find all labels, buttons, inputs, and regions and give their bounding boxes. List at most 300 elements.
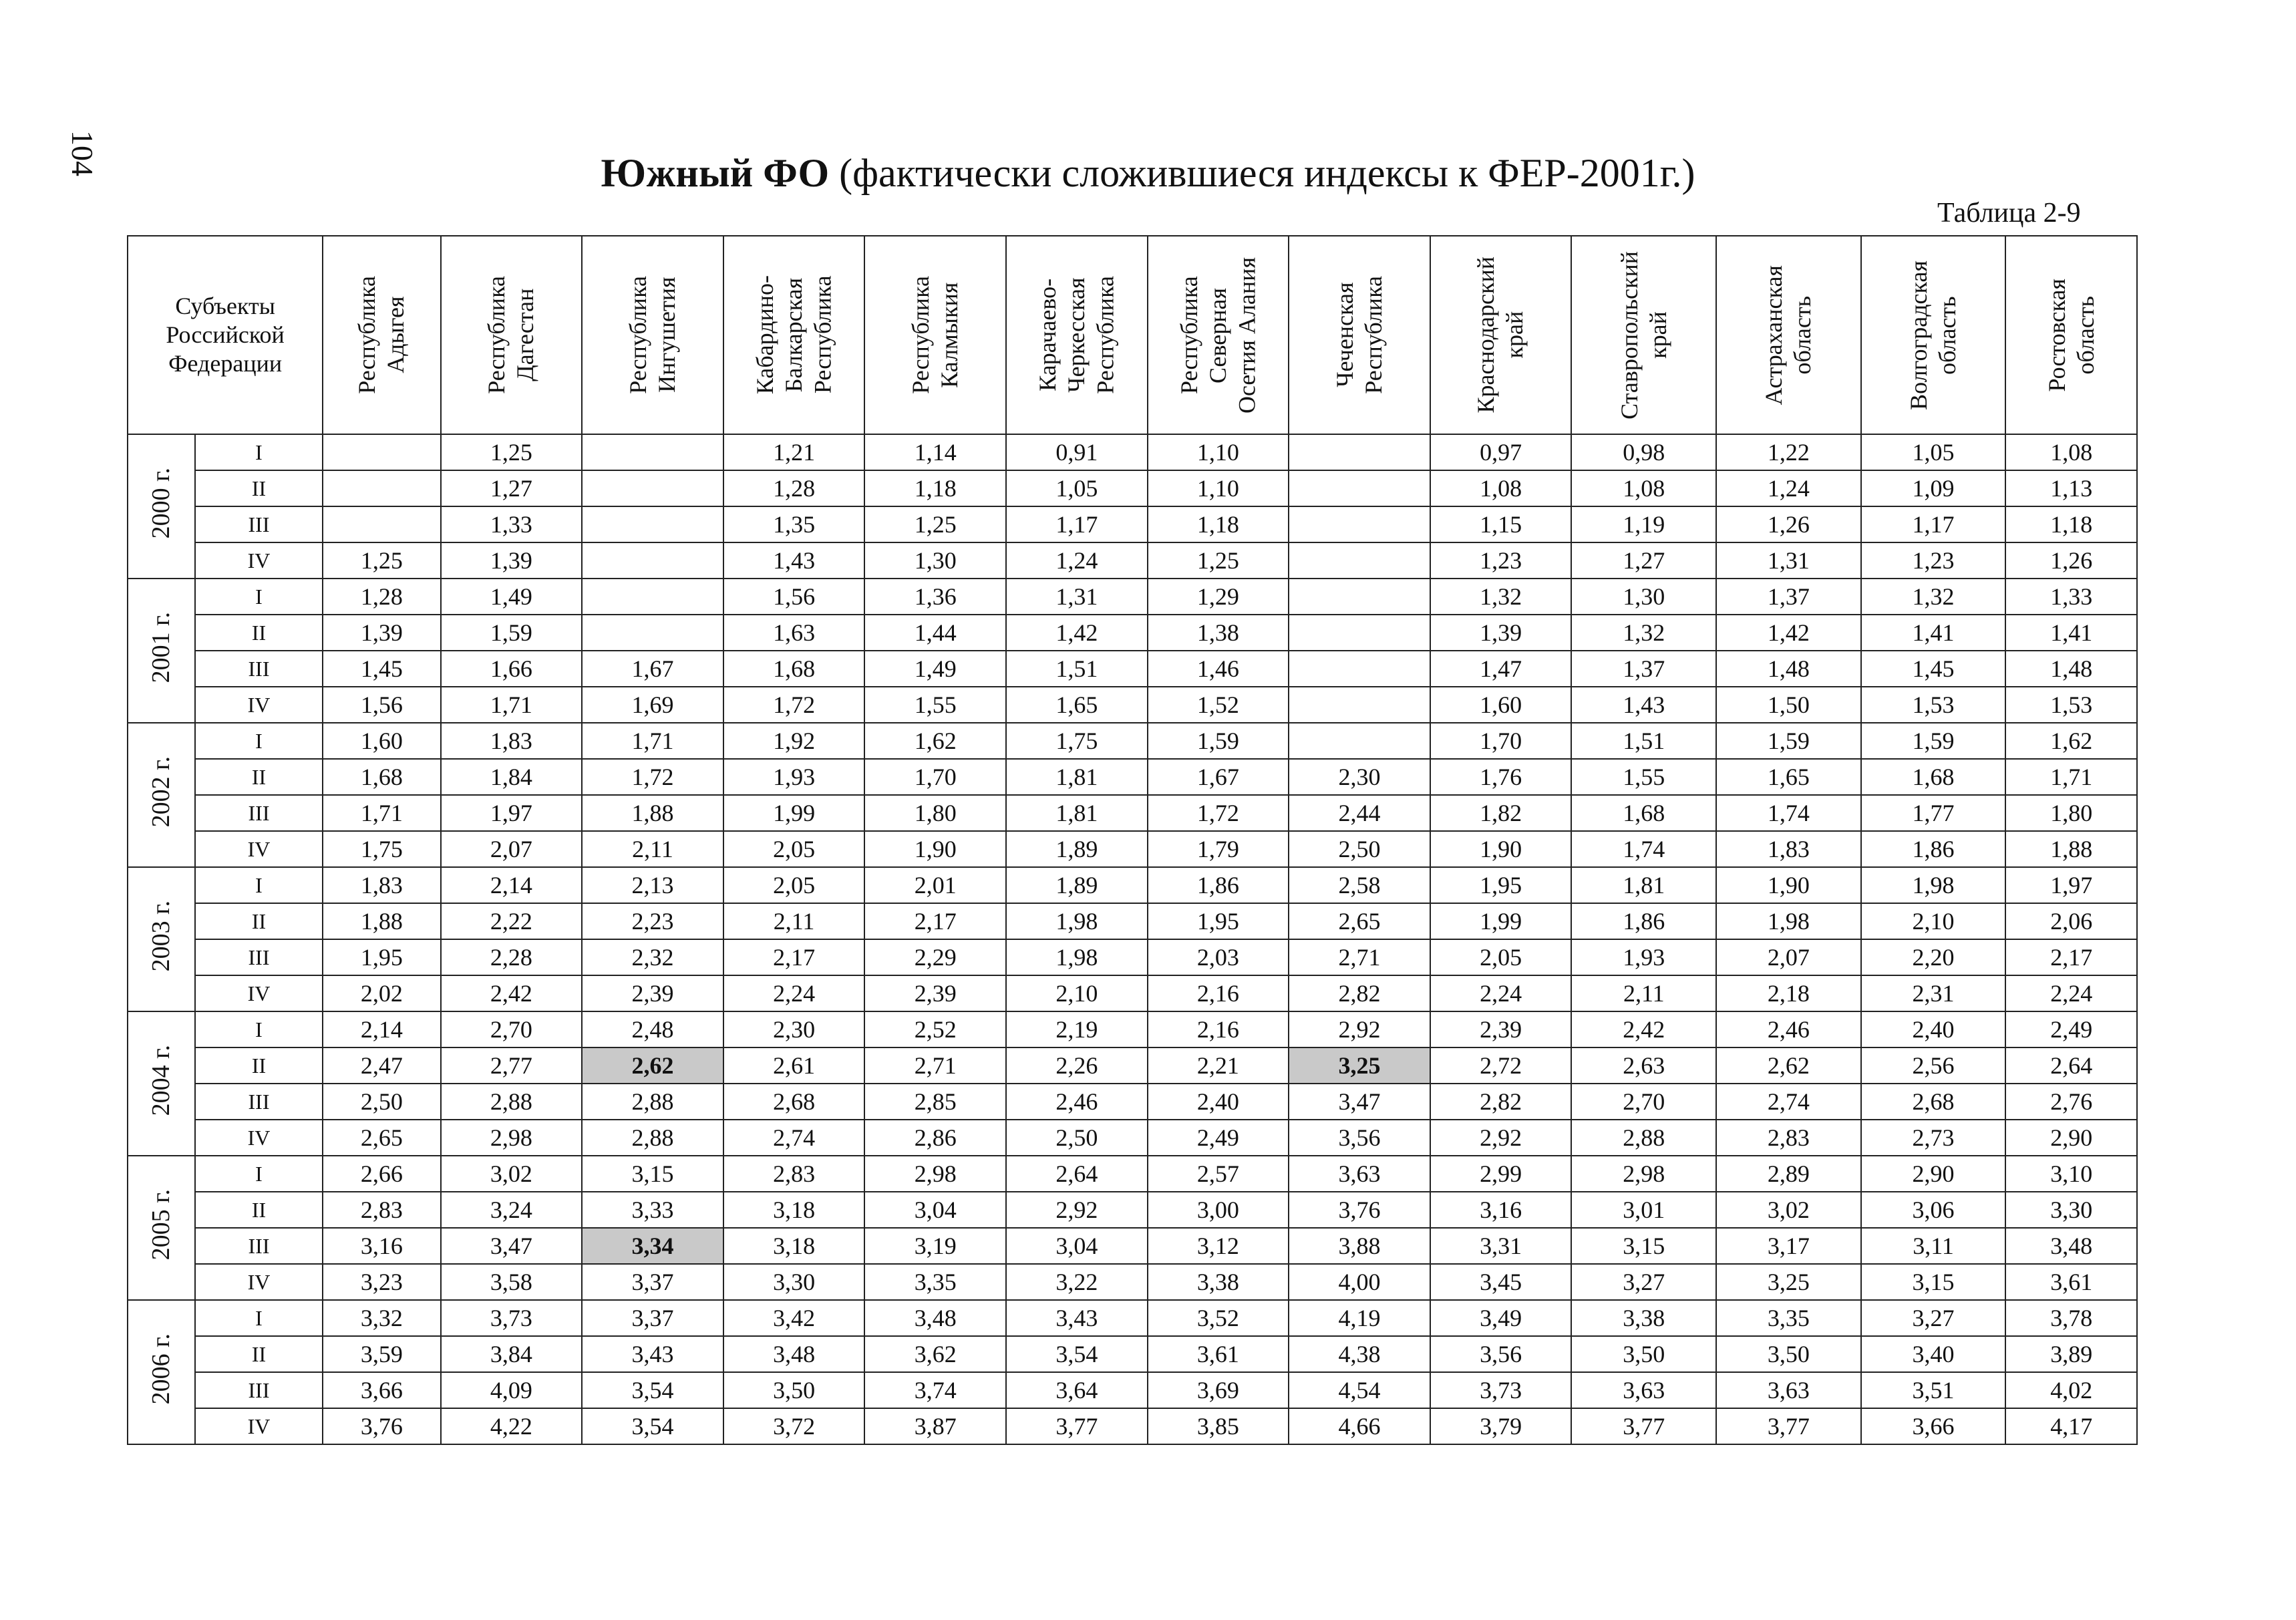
col-header-text: Республика Северная Осетия Алания bbox=[1175, 257, 1261, 414]
table-row bbox=[128, 867, 2137, 903]
table-row bbox=[128, 579, 2137, 615]
year-label: 2002 г. bbox=[146, 756, 175, 828]
value-cell: 2,22 bbox=[441, 903, 583, 939]
value-cell: 1,55 bbox=[864, 687, 1006, 723]
value-cell: 1,14 bbox=[864, 434, 1006, 470]
table-row bbox=[128, 1408, 2137, 1444]
value-cell bbox=[1289, 651, 1430, 687]
value-cell: 1,81 bbox=[1006, 759, 1148, 795]
value-cell: 3,16 bbox=[1430, 1192, 1572, 1228]
value-cell: 1,95 bbox=[1430, 867, 1572, 903]
value-cell: 1,19 bbox=[1571, 506, 1716, 542]
col-header bbox=[1716, 236, 1861, 434]
table-row bbox=[128, 759, 2137, 795]
value-cell: 1,86 bbox=[1571, 903, 1716, 939]
value-cell: 2,88 bbox=[582, 1120, 723, 1156]
value-cell: 2,39 bbox=[864, 975, 1006, 1011]
value-cell: 3,54 bbox=[582, 1372, 723, 1408]
value-cell: 0,98 bbox=[1571, 434, 1716, 470]
col-header-text: Чеченская Республика bbox=[1331, 276, 1387, 394]
value-cell: 2,98 bbox=[864, 1156, 1006, 1192]
value-cell: 1,59 bbox=[1861, 723, 2006, 759]
value-cell: 3,76 bbox=[1289, 1192, 1430, 1228]
value-cell: 1,80 bbox=[2005, 795, 2137, 831]
col-header bbox=[1148, 236, 1289, 434]
year-label: 2005 г. bbox=[146, 1189, 175, 1261]
value-cell: 1,88 bbox=[582, 795, 723, 831]
value-cell: 1,89 bbox=[1006, 867, 1148, 903]
value-cell: 1,18 bbox=[864, 470, 1006, 506]
value-cell: 2,72 bbox=[1430, 1047, 1572, 1084]
value-cell: 2,31 bbox=[1861, 975, 2006, 1011]
value-cell: 3,59 bbox=[323, 1336, 440, 1372]
value-cell: 1,41 bbox=[1861, 615, 2006, 651]
quarter-cell: IV bbox=[195, 831, 323, 867]
value-cell: 3,01 bbox=[1571, 1192, 1716, 1228]
value-cell: 2,83 bbox=[1716, 1120, 1861, 1156]
value-cell: 2,50 bbox=[1289, 831, 1430, 867]
value-cell: 3,33 bbox=[582, 1192, 723, 1228]
value-cell: 1,24 bbox=[1006, 542, 1148, 579]
value-cell bbox=[1289, 687, 1430, 723]
value-cell: 1,77 bbox=[1861, 795, 2006, 831]
value-cell: 1,08 bbox=[2005, 434, 2137, 470]
value-cell: 2,92 bbox=[1430, 1120, 1572, 1156]
value-cell: 3,77 bbox=[1006, 1408, 1148, 1444]
value-cell: 2,44 bbox=[1289, 795, 1430, 831]
value-cell: 3,85 bbox=[1148, 1408, 1289, 1444]
value-cell: 1,30 bbox=[1571, 579, 1716, 615]
value-cell: 2,07 bbox=[441, 831, 583, 867]
value-cell: 2,64 bbox=[1006, 1156, 1148, 1192]
value-cell: 1,10 bbox=[1148, 470, 1289, 506]
value-cell: 2,74 bbox=[723, 1120, 865, 1156]
value-cell: 1,31 bbox=[1006, 579, 1148, 615]
value-cell: 1,97 bbox=[441, 795, 583, 831]
value-cell: 1,83 bbox=[323, 867, 440, 903]
value-cell: 1,37 bbox=[1571, 651, 1716, 687]
value-cell: 1,68 bbox=[323, 759, 440, 795]
value-cell: 2,98 bbox=[441, 1120, 583, 1156]
value-cell: 2,46 bbox=[1006, 1084, 1148, 1120]
value-cell: 2,50 bbox=[323, 1084, 440, 1120]
col-header bbox=[1006, 236, 1148, 434]
value-cell: 2,05 bbox=[1430, 939, 1572, 975]
value-cell: 2,86 bbox=[864, 1120, 1006, 1156]
page-number: 104 bbox=[65, 130, 100, 176]
value-cell: 2,21 bbox=[1148, 1047, 1289, 1084]
quarter-cell: I bbox=[195, 434, 323, 470]
value-cell: 3,66 bbox=[1861, 1408, 2006, 1444]
value-cell: 3,78 bbox=[2005, 1300, 2137, 1336]
value-cell: 1,42 bbox=[1716, 615, 1861, 651]
value-cell: 3,51 bbox=[1861, 1372, 2006, 1408]
value-cell: 3,15 bbox=[1571, 1228, 1716, 1264]
value-cell: 1,48 bbox=[2005, 651, 2137, 687]
value-cell: 1,41 bbox=[2005, 615, 2137, 651]
value-cell bbox=[582, 470, 723, 506]
value-cell: 2,03 bbox=[1148, 939, 1289, 975]
year-cell bbox=[128, 434, 195, 579]
value-cell: 1,49 bbox=[441, 579, 583, 615]
table-row bbox=[128, 687, 2137, 723]
value-cell: 3,89 bbox=[2005, 1336, 2137, 1372]
value-cell: 1,17 bbox=[1861, 506, 2006, 542]
quarter-cell: I bbox=[195, 723, 323, 759]
value-cell: 2,83 bbox=[723, 1156, 865, 1192]
value-cell: 1,59 bbox=[1716, 723, 1861, 759]
value-cell: 2,62 bbox=[582, 1047, 723, 1084]
value-cell: 1,08 bbox=[1430, 470, 1572, 506]
table-row bbox=[128, 470, 2137, 506]
value-cell: 2,57 bbox=[1148, 1156, 1289, 1192]
page-title bbox=[0, 150, 2296, 196]
value-cell: 2,29 bbox=[864, 939, 1006, 975]
value-cell bbox=[1289, 579, 1430, 615]
value-cell: 3,02 bbox=[1716, 1192, 1861, 1228]
value-cell: 1,65 bbox=[1006, 687, 1148, 723]
value-cell: 3,32 bbox=[323, 1300, 440, 1336]
value-cell: 1,24 bbox=[1716, 470, 1861, 506]
value-cell: 1,38 bbox=[1148, 615, 1289, 651]
value-cell: 2,14 bbox=[441, 867, 583, 903]
table-row bbox=[128, 1192, 2137, 1228]
year-label: 2000 г. bbox=[146, 468, 175, 539]
value-cell: 1,39 bbox=[441, 542, 583, 579]
value-cell: 3,63 bbox=[1571, 1372, 1716, 1408]
value-cell: 1,89 bbox=[1006, 831, 1148, 867]
value-cell: 3,84 bbox=[441, 1336, 583, 1372]
value-cell: 3,31 bbox=[1430, 1228, 1572, 1264]
value-cell: 3,15 bbox=[582, 1156, 723, 1192]
year-cell bbox=[128, 1300, 195, 1444]
value-cell: 2,06 bbox=[2005, 903, 2137, 939]
value-cell: 3,50 bbox=[723, 1372, 865, 1408]
value-cell: 3,27 bbox=[1861, 1300, 2006, 1336]
value-cell: 1,81 bbox=[1006, 795, 1148, 831]
quarter-cell: I bbox=[195, 867, 323, 903]
col-header bbox=[723, 236, 865, 434]
value-cell: 1,23 bbox=[1861, 542, 2006, 579]
value-cell: 3,69 bbox=[1148, 1372, 1289, 1408]
quarter-cell: IV bbox=[195, 1408, 323, 1444]
value-cell: 2,02 bbox=[323, 975, 440, 1011]
value-cell: 1,26 bbox=[2005, 542, 2137, 579]
value-cell: 2,40 bbox=[1861, 1011, 2006, 1047]
value-cell: 1,28 bbox=[323, 579, 440, 615]
value-cell: 1,95 bbox=[323, 939, 440, 975]
table-row bbox=[128, 903, 2137, 939]
value-cell: 3,48 bbox=[723, 1336, 865, 1372]
value-cell: 2,42 bbox=[441, 975, 583, 1011]
table-row bbox=[128, 1372, 2137, 1408]
value-cell: 3,06 bbox=[1861, 1192, 2006, 1228]
value-cell: 3,12 bbox=[1148, 1228, 1289, 1264]
value-cell: 1,98 bbox=[1716, 903, 1861, 939]
value-cell: 1,15 bbox=[1430, 506, 1572, 542]
value-cell: 1,71 bbox=[582, 723, 723, 759]
table-row bbox=[128, 1084, 2137, 1120]
value-cell bbox=[582, 506, 723, 542]
quarter-cell: III bbox=[195, 1228, 323, 1264]
table-row bbox=[128, 795, 2137, 831]
year-label: 2004 г. bbox=[146, 1045, 175, 1116]
value-cell: 1,53 bbox=[2005, 687, 2137, 723]
value-cell: 3,04 bbox=[1006, 1228, 1148, 1264]
value-cell: 2,64 bbox=[2005, 1047, 2137, 1084]
value-cell: 1,72 bbox=[582, 759, 723, 795]
value-cell: 3,25 bbox=[1289, 1047, 1430, 1084]
value-cell: 2,24 bbox=[1430, 975, 1572, 1011]
value-cell: 2,23 bbox=[582, 903, 723, 939]
value-cell: 2,90 bbox=[1861, 1156, 2006, 1192]
year-cell bbox=[128, 723, 195, 867]
table-row bbox=[128, 1300, 2137, 1336]
value-cell: 3,40 bbox=[1861, 1336, 2006, 1372]
value-cell: 3,62 bbox=[864, 1336, 1006, 1372]
value-cell: 1,69 bbox=[582, 687, 723, 723]
value-cell: 2,92 bbox=[1006, 1192, 1148, 1228]
value-cell: 3,74 bbox=[864, 1372, 1006, 1408]
value-cell: 1,68 bbox=[1571, 795, 1716, 831]
table-row bbox=[128, 1264, 2137, 1300]
value-cell: 3,15 bbox=[1861, 1264, 2006, 1300]
value-cell: 1,98 bbox=[1006, 939, 1148, 975]
value-cell: 3,61 bbox=[1148, 1336, 1289, 1372]
value-cell: 1,88 bbox=[323, 903, 440, 939]
value-cell: 1,90 bbox=[1430, 831, 1572, 867]
value-cell: 3,50 bbox=[1716, 1336, 1861, 1372]
value-cell bbox=[582, 615, 723, 651]
value-cell bbox=[323, 470, 440, 506]
col-header bbox=[323, 236, 440, 434]
value-cell: 2,39 bbox=[582, 975, 723, 1011]
value-cell: 1,70 bbox=[1430, 723, 1572, 759]
value-cell: 1,52 bbox=[1148, 687, 1289, 723]
value-cell: 1,30 bbox=[864, 542, 1006, 579]
col-header-text: Республика Калмыкия bbox=[907, 276, 963, 394]
value-cell: 3,23 bbox=[323, 1264, 440, 1300]
value-cell: 2,98 bbox=[1571, 1156, 1716, 1192]
value-cell: 3,02 bbox=[441, 1156, 583, 1192]
value-cell: 1,68 bbox=[723, 651, 865, 687]
value-cell: 3,72 bbox=[723, 1408, 865, 1444]
value-cell: 3,63 bbox=[1289, 1156, 1430, 1192]
table-row bbox=[128, 1156, 2137, 1192]
value-cell: 1,88 bbox=[2005, 831, 2137, 867]
table-row bbox=[128, 723, 2137, 759]
value-cell: 1,33 bbox=[441, 506, 583, 542]
value-cell: 3,34 bbox=[582, 1228, 723, 1264]
value-cell: 2,62 bbox=[1716, 1047, 1861, 1084]
value-cell: 1,46 bbox=[1148, 651, 1289, 687]
value-cell: 3,10 bbox=[2005, 1156, 2137, 1192]
quarter-cell: IV bbox=[195, 1264, 323, 1300]
quarter-cell: III bbox=[195, 506, 323, 542]
value-cell: 2,88 bbox=[441, 1084, 583, 1120]
col-header bbox=[2005, 236, 2137, 434]
value-cell: 3,88 bbox=[1289, 1228, 1430, 1264]
value-cell: 3,50 bbox=[1571, 1336, 1716, 1372]
value-cell: 2,16 bbox=[1148, 1011, 1289, 1047]
col-header-text: Астраханская область bbox=[1760, 265, 1816, 406]
value-cell: 2,28 bbox=[441, 939, 583, 975]
value-cell: 2,66 bbox=[323, 1156, 440, 1192]
table-row bbox=[128, 1120, 2137, 1156]
value-cell: 3,43 bbox=[582, 1336, 723, 1372]
value-cell: 3,35 bbox=[1716, 1300, 1861, 1336]
value-cell: 4,09 bbox=[441, 1372, 583, 1408]
value-cell: 2,30 bbox=[1289, 759, 1430, 795]
page-title-bold: Южный ФО bbox=[601, 151, 830, 195]
value-cell: 1,09 bbox=[1861, 470, 2006, 506]
value-cell: 2,17 bbox=[723, 939, 865, 975]
value-cell: 1,83 bbox=[441, 723, 583, 759]
value-cell: 2,11 bbox=[582, 831, 723, 867]
col-header bbox=[1571, 236, 1716, 434]
value-cell: 3,76 bbox=[323, 1408, 440, 1444]
table-row bbox=[128, 975, 2137, 1011]
value-cell: 1,92 bbox=[723, 723, 865, 759]
value-cell: 3,37 bbox=[582, 1300, 723, 1336]
value-cell: 1,10 bbox=[1148, 434, 1289, 470]
value-cell: 1,99 bbox=[723, 795, 865, 831]
value-cell: 2,88 bbox=[582, 1084, 723, 1120]
value-cell: 1,60 bbox=[1430, 687, 1572, 723]
value-cell: 2,56 bbox=[1861, 1047, 2006, 1084]
value-cell: 3,52 bbox=[1148, 1300, 1289, 1336]
value-cell: 1,86 bbox=[1861, 831, 2006, 867]
value-cell: 1,97 bbox=[2005, 867, 2137, 903]
value-cell: 2,40 bbox=[1148, 1084, 1289, 1120]
value-cell: 2,17 bbox=[864, 903, 1006, 939]
value-cell: 1,84 bbox=[441, 759, 583, 795]
value-cell: 1,17 bbox=[1006, 506, 1148, 542]
value-cell: 1,51 bbox=[1006, 651, 1148, 687]
value-cell: 2,16 bbox=[1148, 975, 1289, 1011]
value-cell: 2,71 bbox=[1289, 939, 1430, 975]
value-cell: 3,27 bbox=[1571, 1264, 1716, 1300]
value-cell: 1,45 bbox=[323, 651, 440, 687]
value-cell: 3,64 bbox=[1006, 1372, 1148, 1408]
col-header bbox=[441, 236, 583, 434]
quarter-cell: II bbox=[195, 759, 323, 795]
value-cell: 2,76 bbox=[2005, 1084, 2137, 1120]
subjects-header-text: Субъекты Российской Федерации bbox=[166, 292, 285, 377]
value-cell: 3,79 bbox=[1430, 1408, 1572, 1444]
value-cell: 3,04 bbox=[864, 1192, 1006, 1228]
value-cell: 3,77 bbox=[1571, 1408, 1716, 1444]
year-cell bbox=[128, 1011, 195, 1156]
value-cell: 1,76 bbox=[1430, 759, 1572, 795]
value-cell: 2,49 bbox=[2005, 1011, 2137, 1047]
value-cell: 1,81 bbox=[1571, 867, 1716, 903]
value-cell: 4,02 bbox=[2005, 1372, 2137, 1408]
quarter-cell: III bbox=[195, 939, 323, 975]
value-cell: 2,49 bbox=[1148, 1120, 1289, 1156]
value-cell: 2,50 bbox=[1006, 1120, 1148, 1156]
value-cell: 1,65 bbox=[1716, 759, 1861, 795]
value-cell: 1,31 bbox=[1716, 542, 1861, 579]
value-cell: 0,97 bbox=[1430, 434, 1572, 470]
value-cell bbox=[1289, 506, 1430, 542]
value-cell: 1,62 bbox=[864, 723, 1006, 759]
value-cell: 1,45 bbox=[1861, 651, 2006, 687]
value-cell: 3,48 bbox=[2005, 1228, 2137, 1264]
value-cell: 1,74 bbox=[1716, 795, 1861, 831]
value-cell: 1,36 bbox=[864, 579, 1006, 615]
col-header-text: Республика Адыгея bbox=[353, 276, 409, 394]
table-row bbox=[128, 1047, 2137, 1084]
value-cell: 1,22 bbox=[1716, 434, 1861, 470]
value-cell: 1,67 bbox=[1148, 759, 1289, 795]
value-cell: 1,08 bbox=[1571, 470, 1716, 506]
value-cell: 1,82 bbox=[1430, 795, 1572, 831]
value-cell: 3,25 bbox=[1716, 1264, 1861, 1300]
value-cell: 2,74 bbox=[1716, 1084, 1861, 1120]
quarter-cell: III bbox=[195, 795, 323, 831]
value-cell: 2,65 bbox=[323, 1120, 440, 1156]
value-cell bbox=[1289, 615, 1430, 651]
value-cell: 2,05 bbox=[723, 831, 865, 867]
value-cell: 1,37 bbox=[1716, 579, 1861, 615]
value-cell: 2,61 bbox=[723, 1047, 865, 1084]
value-cell: 2,42 bbox=[1571, 1011, 1716, 1047]
value-cell: 1,74 bbox=[1571, 831, 1716, 867]
value-cell: 1,05 bbox=[1006, 470, 1148, 506]
value-cell: 1,25 bbox=[441, 434, 583, 470]
value-cell: 3,61 bbox=[2005, 1264, 2137, 1300]
value-cell: 3,18 bbox=[723, 1192, 865, 1228]
quarter-cell: II bbox=[195, 1192, 323, 1228]
value-cell: 4,17 bbox=[2005, 1408, 2137, 1444]
value-cell: 2,68 bbox=[1861, 1084, 2006, 1120]
value-cell: 1,67 bbox=[582, 651, 723, 687]
table-row bbox=[128, 1228, 2137, 1264]
value-cell bbox=[323, 434, 440, 470]
value-cell: 4,38 bbox=[1289, 1336, 1430, 1372]
table-row bbox=[128, 1011, 2137, 1047]
value-cell: 4,00 bbox=[1289, 1264, 1430, 1300]
value-cell: 1,75 bbox=[1006, 723, 1148, 759]
value-cell: 2,47 bbox=[323, 1047, 440, 1084]
value-cell: 3,24 bbox=[441, 1192, 583, 1228]
value-cell: 2,01 bbox=[864, 867, 1006, 903]
value-cell bbox=[1289, 723, 1430, 759]
value-cell: 2,10 bbox=[1861, 903, 2006, 939]
value-cell: 2,07 bbox=[1716, 939, 1861, 975]
value-cell: 1,75 bbox=[323, 831, 440, 867]
value-cell: 3,87 bbox=[864, 1408, 1006, 1444]
value-cell: 2,24 bbox=[723, 975, 865, 1011]
value-cell: 2,32 bbox=[582, 939, 723, 975]
quarter-cell: IV bbox=[195, 542, 323, 579]
value-cell: 1,25 bbox=[864, 506, 1006, 542]
value-cell: 2,39 bbox=[1430, 1011, 1572, 1047]
table-row bbox=[128, 1336, 2137, 1372]
col-header-text: Волгоградская область bbox=[1905, 260, 1961, 410]
year-label: 2003 г. bbox=[146, 901, 175, 972]
col-header bbox=[1861, 236, 2006, 434]
col-header bbox=[1430, 236, 1572, 434]
col-header-text: Кабардино- Балкарская Республика bbox=[751, 275, 836, 395]
value-cell: 0,91 bbox=[1006, 434, 1148, 470]
value-cell: 2,14 bbox=[323, 1011, 440, 1047]
table-row bbox=[128, 651, 2137, 687]
value-cell: 1,66 bbox=[441, 651, 583, 687]
value-cell: 1,48 bbox=[1716, 651, 1861, 687]
value-cell: 3,56 bbox=[1430, 1336, 1572, 1372]
